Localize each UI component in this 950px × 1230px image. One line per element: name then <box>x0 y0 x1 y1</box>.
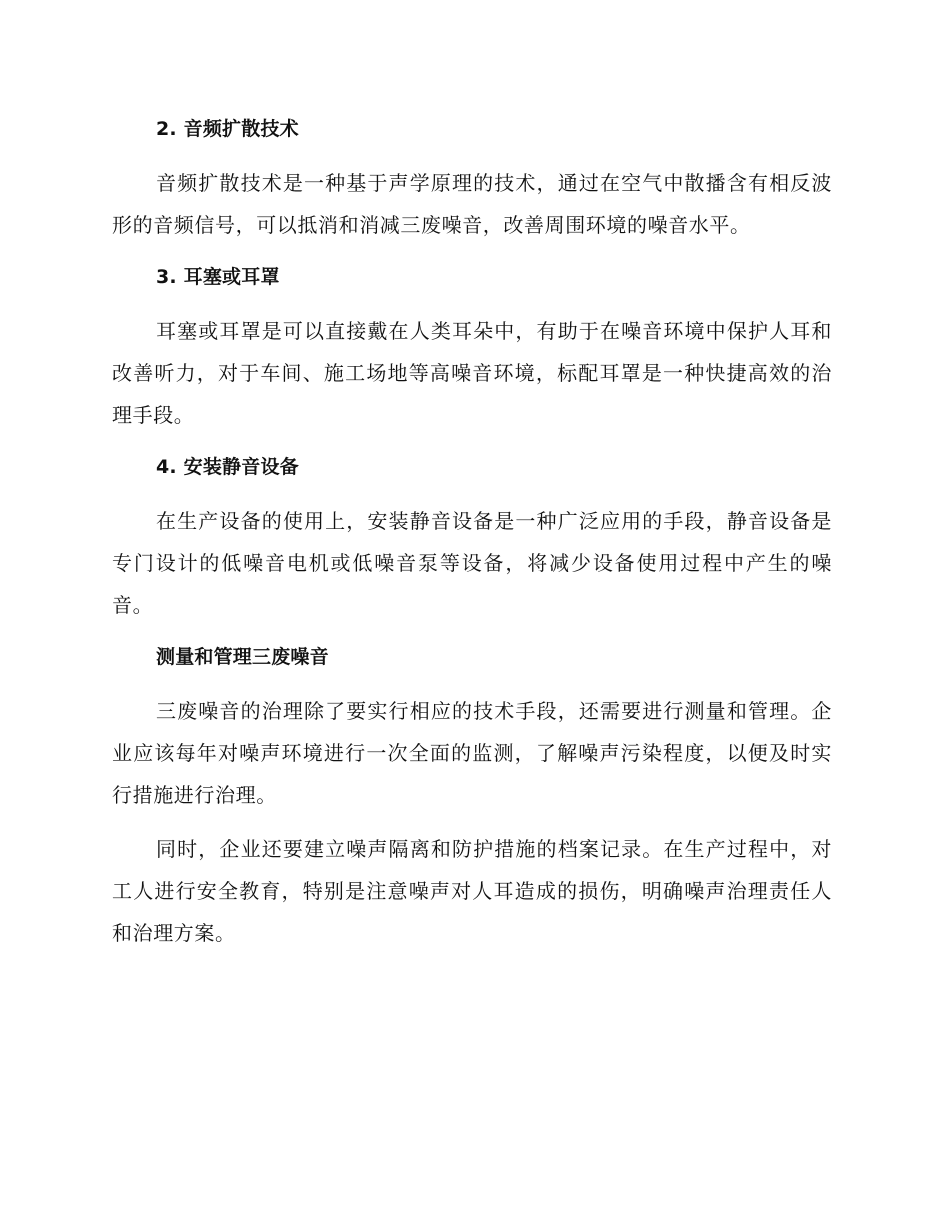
document-body <box>112 112 832 968</box>
section-heading-earplugs: 3. 耳塞或耳罩 <box>156 266 280 288</box>
section-paragraph: 同时，企业还要建立噪声隔离和防护措施的档案记录。在生产过程中，对工人进行安全教育，特别是注意噪声对人耳造成的损伤，明确噪声治理责任人和治理方案。 <box>112 837 832 945</box>
section-heading-measurement-management: 测量和管理三废噪音 <box>156 646 329 668</box>
section-paragraph: 耳塞或耳罩是可以直接戴在人类耳朵中，有助于在噪音环境中保护人耳和改善听力，对于车间、施工场地等高噪音环境，标配耳罩是一种快捷高效的治理手段。 <box>112 319 832 427</box>
section-heading-audio-diffusion: 2. 音频扩散技术 <box>156 118 299 140</box>
section-paragraph: 三废噪音的治理除了要实行相应的技术手段，还需要进行测量和管理。企业应该每年对噪声环境进行一次全面的监测，了解噪声污染程度，以便及时实行措施进行治理。 <box>112 699 832 807</box>
section-paragraph: 在生产设备的使用上，安装静音设备是一种广泛应用的手段，静音设备是专门设计的低噪音电机或低噪音泵等设备，将减少设备使用过程中产生的噪音。 <box>112 509 832 617</box>
section-paragraph: 音频扩散技术是一种基于声学原理的技术，通过在空气中散播含有相反波形的音频信号，可以抵消和消减三废噪音，改善周围环境的噪音水平。 <box>112 171 832 237</box>
section-heading-silent-equipment: 4. 安装静音设备 <box>156 456 299 478</box>
